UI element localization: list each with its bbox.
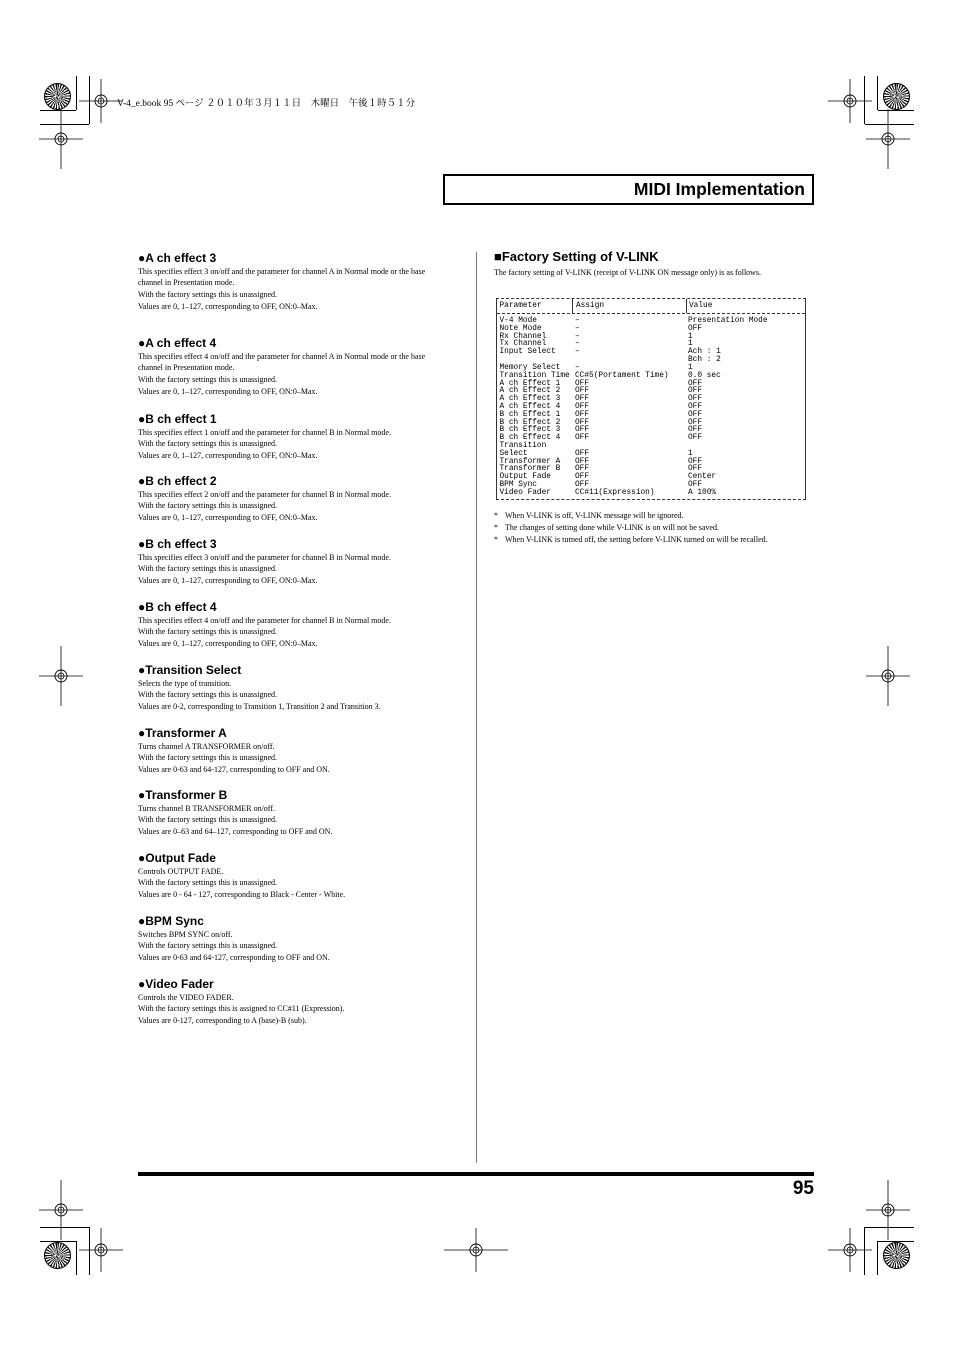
crop-mark bbox=[877, 1241, 878, 1275]
table-row bbox=[497, 474, 805, 482]
value-cell: Ach : 1 bbox=[688, 348, 721, 357]
section-heading: ●BPM Sync bbox=[138, 913, 204, 928]
table-body bbox=[497, 314, 805, 499]
note-marker: * bbox=[494, 523, 498, 532]
parameter-cell: Rx Channel bbox=[499, 332, 547, 341]
parameter-cell: B ch Effect 1 bbox=[499, 410, 561, 419]
body-line: This specifies effect 4 on/off and the parameter for channel A in Normal mode or the base bbox=[138, 351, 426, 361]
column-header-value: Value bbox=[686, 299, 805, 313]
parameter-cell: Transition bbox=[499, 442, 547, 450]
value-cell: 0.0 sec bbox=[688, 371, 721, 380]
assign-cell: – bbox=[575, 363, 580, 372]
body-line: Values are 0, 1–127, corresponding to OFF, ON:0–Max. bbox=[138, 513, 318, 523]
body-line: Values are 0, 1–127, corresponding to OFF, ON:0–Max. bbox=[138, 451, 318, 461]
footer-rule bbox=[138, 1172, 814, 1176]
assign-cell: OFF bbox=[575, 387, 590, 396]
registration-crosshair-mark bbox=[866, 109, 910, 169]
body-line: channel in Presentation mode. bbox=[138, 278, 235, 288]
assign-cell bbox=[572, 357, 686, 365]
value-cell: OFF bbox=[688, 379, 703, 388]
value-cell: Center bbox=[688, 473, 717, 482]
assign-cell: OFF bbox=[575, 402, 590, 411]
chapter-title: MIDI Implementation bbox=[633, 179, 805, 199]
note-text: The changes of setting done while V-LINK is on will not be saved. bbox=[505, 523, 719, 532]
parameter-cell: A ch Effect 3 bbox=[499, 395, 561, 404]
value-cell: 1 bbox=[688, 363, 693, 372]
page-number: 95 bbox=[792, 1178, 814, 1199]
assign-cell: OFF bbox=[575, 481, 590, 490]
value-cell: OFF bbox=[688, 395, 703, 404]
section-heading: ●A ch effect 3 bbox=[138, 250, 217, 265]
parameter-cell: Output Fade bbox=[499, 473, 551, 482]
parameter-cell: Transition Time bbox=[499, 371, 570, 380]
body-line: Values are 0, 1–127, corresponding to OFF, ON:0–Max. bbox=[138, 576, 318, 586]
assign-cell: OFF bbox=[575, 465, 590, 474]
body-line: Turns channel B TRANSFORMER on/off. bbox=[138, 803, 275, 813]
body-line: Controls OUTPUT FADE. bbox=[138, 866, 224, 876]
body-line: Values are 0-2, corresponding to Transition 1, Transition 2 and Transition 3. bbox=[138, 702, 381, 712]
body-line: This specifies effect 3 on/off and the parameter for channel B in Normal mode. bbox=[138, 552, 391, 562]
body-line: Turns channel A TRANSFORMER on/off. bbox=[138, 741, 275, 751]
parameter-cell: Transformer B bbox=[499, 465, 561, 474]
crop-mark bbox=[878, 1241, 914, 1242]
registration-crosshair-mark bbox=[39, 646, 83, 706]
parameter-cell: A ch Effect 4 bbox=[499, 402, 561, 411]
registration-crosshair-mark bbox=[444, 1228, 508, 1272]
section-a-ch-effect-4 bbox=[138, 336, 468, 398]
print-file-info: V-4_e.book 95 ページ ２０１０年３月１１日 木曜日 午後１時５１分 bbox=[117, 99, 416, 109]
section-transformer-b bbox=[138, 788, 468, 838]
section-heading: ●A ch effect 4 bbox=[138, 335, 217, 350]
section-bpm-sync bbox=[138, 914, 468, 964]
body-line: Values are 0-63 and 64-127, corresponding to OFF and ON. bbox=[138, 953, 330, 963]
parameter-cell: Transformer A bbox=[499, 457, 561, 466]
v-link-settings-table bbox=[496, 298, 806, 500]
registration-sunburst-mark bbox=[44, 83, 71, 110]
section-heading: ●B ch effect 3 bbox=[138, 536, 217, 551]
section-video-fader bbox=[138, 977, 468, 1027]
table-row bbox=[497, 349, 805, 357]
note-item bbox=[494, 522, 768, 534]
value-cell: OFF bbox=[688, 465, 703, 474]
body-line: With the factory settings this is unassigned. bbox=[138, 815, 277, 825]
parameter-cell: Video Fader bbox=[499, 488, 551, 497]
section-heading: ●Transformer A bbox=[138, 725, 227, 740]
body-line: With the factory settings this is unassigned. bbox=[138, 941, 277, 951]
registration-crosshair-mark bbox=[39, 109, 83, 169]
value-cell: OFF bbox=[688, 426, 703, 435]
body-line: Values are 0–63 and 64–127, corresponding to OFF and ON. bbox=[138, 827, 333, 837]
body-line: Values are 0, 1–127, corresponding to OFF, ON:0–Max. bbox=[138, 639, 318, 649]
registration-crosshair-mark bbox=[828, 1228, 872, 1272]
body-line: With the factory settings this is unassigned. bbox=[138, 878, 277, 888]
parameter-cell: B ch Effect 2 bbox=[499, 418, 561, 427]
registration-sunburst-mark bbox=[44, 1242, 71, 1269]
value-cell: 1 bbox=[688, 340, 693, 349]
body-line: With the factory settings this is unassigned. bbox=[138, 564, 277, 574]
assign-cell: CC#5(Portament Time) bbox=[575, 371, 669, 380]
value-cell: Presentation Mode bbox=[688, 317, 768, 325]
parameter-cell: Note Mode bbox=[499, 324, 542, 333]
assign-cell: OFF bbox=[575, 457, 590, 466]
table-row bbox=[497, 490, 805, 498]
assign-cell: OFF bbox=[575, 395, 590, 404]
section-heading: ●Video Fader bbox=[138, 976, 214, 991]
body-line: Selects the type of transition. bbox=[138, 678, 232, 688]
section-heading-v-link: ■Factory Setting of V-LINK bbox=[494, 249, 659, 264]
body-line: Values are 0 - 64 - 127, corresponding to Black - Center - White. bbox=[138, 890, 346, 900]
section-transition-select bbox=[138, 663, 468, 713]
body-line: Values are 0, 1–127, corresponding to OFF, ON:0–Max. bbox=[138, 301, 318, 311]
column-header-parameter: Parameter bbox=[499, 302, 542, 310]
section-b-ch-effect-1 bbox=[138, 412, 468, 462]
body-line: This specifies effect 4 on/off and the parameter for channel B in Normal mode. bbox=[138, 615, 391, 625]
assign-cell: – bbox=[575, 340, 580, 349]
value-cell: OFF bbox=[688, 418, 703, 427]
section-transformer-a bbox=[138, 726, 468, 776]
assign-cell: OFF bbox=[575, 449, 590, 458]
value-cell: OFF bbox=[688, 402, 703, 411]
section-heading: ●Transformer B bbox=[138, 787, 228, 802]
column-header-assign: Assign bbox=[572, 299, 686, 313]
body-line: Values are 0, 1–127, corresponding to OFF, ON:0–Max. bbox=[138, 386, 318, 396]
section-a-ch-effect-3 bbox=[138, 251, 468, 313]
assign-cell: OFF bbox=[575, 473, 590, 482]
body-line: Values are 0-127, corresponding to A (base)-B (sub). bbox=[138, 1016, 307, 1026]
body-line: With the factory settings this is unassigned. bbox=[138, 501, 277, 511]
value-cell: 1 bbox=[688, 332, 693, 341]
value-cell: Bch : 2 bbox=[688, 356, 721, 365]
table-row bbox=[497, 443, 805, 451]
body-line: Values are 0-63 and 64-127, corresponding to OFF and ON. bbox=[138, 765, 330, 775]
value-cell: OFF bbox=[688, 410, 703, 419]
parameter-cell: B ch Effect 3 bbox=[499, 426, 561, 435]
note-text: When V-LINK is off, V-LINK message will be ignored. bbox=[505, 511, 684, 520]
crop-mark bbox=[40, 1241, 76, 1242]
assign-cell: CC#11(Expression) bbox=[575, 488, 655, 497]
registration-crosshair-mark bbox=[866, 646, 910, 706]
parameter-cell: B ch Effect 4 bbox=[499, 434, 561, 443]
assign-cell bbox=[572, 443, 686, 451]
section-output-fade bbox=[138, 851, 468, 901]
assign-cell: – bbox=[575, 332, 580, 341]
table-row bbox=[497, 318, 805, 326]
section-heading: ●B ch effect 4 bbox=[138, 599, 217, 614]
assign-cell: – bbox=[575, 317, 580, 325]
parameter-cell: A ch Effect 1 bbox=[499, 379, 561, 388]
value-cell: OFF bbox=[688, 481, 703, 490]
value-cell: 1 bbox=[688, 449, 693, 458]
intro-text: The factory setting of V-LINK (receipt of V-LINK ON message only) is as follows. bbox=[494, 268, 762, 277]
crop-mark bbox=[877, 76, 878, 110]
body-line: Switches BPM SYNC on/off. bbox=[138, 929, 233, 939]
body-line: This specifies effect 2 on/off and the parameter for channel B in Normal mode. bbox=[138, 489, 391, 499]
body-line: This specifies effect 1 on/off and the parameter for channel B in Normal mode. bbox=[138, 427, 391, 437]
parameter-cell: A ch Effect 2 bbox=[499, 387, 561, 396]
body-line: With the factory settings this is unassigned. bbox=[138, 439, 277, 449]
table-header-row bbox=[497, 299, 805, 314]
section-heading: ●Output Fade bbox=[138, 850, 216, 865]
assign-cell: OFF bbox=[575, 426, 590, 435]
body-line: With the factory settings this is unassigned. bbox=[138, 627, 277, 637]
note-item bbox=[494, 510, 768, 522]
parameter-cell: BPM Sync bbox=[499, 481, 537, 490]
registration-crosshair-mark bbox=[79, 1228, 123, 1272]
body-line: With the factory settings this is unassigned. bbox=[138, 290, 277, 300]
column-divider bbox=[476, 252, 477, 1163]
body-line: With the factory settings this is unassigned. bbox=[138, 753, 277, 763]
value-cell bbox=[686, 443, 805, 451]
registration-sunburst-mark bbox=[883, 1242, 910, 1269]
assign-cell: OFF bbox=[575, 434, 590, 443]
note-marker: * bbox=[494, 535, 498, 544]
note-item bbox=[494, 534, 768, 546]
body-line: With the factory settings this is unassigned. bbox=[138, 375, 277, 385]
note-text: When V-LINK is turned off, the setting before V-LINK turned on will be recalled. bbox=[505, 535, 768, 544]
value-cell: OFF bbox=[688, 324, 703, 333]
section-b-ch-effect-2 bbox=[138, 474, 468, 524]
section-heading: ●B ch effect 1 bbox=[138, 411, 217, 426]
parameter-cell: Memory Select bbox=[499, 363, 561, 372]
body-line: Controls the VIDEO FADER. bbox=[138, 992, 234, 1002]
section-heading: ●Transition Select bbox=[138, 662, 242, 677]
crop-mark bbox=[76, 76, 77, 110]
section-heading: ●B ch effect 2 bbox=[138, 473, 217, 488]
assign-cell: – bbox=[575, 324, 580, 333]
parameter-cell: Select bbox=[499, 449, 528, 458]
body-line: This specifies effect 3 on/off and the parameter for channel A in Normal mode or the base bbox=[138, 266, 426, 276]
parameter-cell: Tx Channel bbox=[499, 340, 547, 349]
note-marker: * bbox=[494, 511, 498, 520]
value-cell: A 100% bbox=[688, 488, 717, 497]
registration-sunburst-mark bbox=[883, 83, 910, 110]
registration-crosshair-mark bbox=[39, 1180, 83, 1240]
value-cell: OFF bbox=[688, 457, 703, 466]
table-notes bbox=[494, 510, 768, 546]
value-cell: OFF bbox=[688, 434, 703, 443]
value-cell: OFF bbox=[688, 387, 703, 396]
assign-cell: OFF bbox=[575, 418, 590, 427]
assign-cell: OFF bbox=[575, 379, 590, 388]
section-b-ch-effect-4 bbox=[138, 600, 468, 650]
body-line: With the factory settings this is assigned to CC#11 (Expression). bbox=[138, 1004, 345, 1014]
section-b-ch-effect-3 bbox=[138, 537, 468, 587]
crop-mark bbox=[76, 1241, 77, 1275]
chapter-title-box bbox=[443, 174, 814, 205]
body-line: With the factory settings this is unassigned. bbox=[138, 690, 277, 700]
assign-cell: OFF bbox=[575, 410, 590, 419]
body-line: channel in Presentation mode. bbox=[138, 363, 235, 373]
assign-cell: – bbox=[575, 348, 580, 357]
parameter-cell: V-4 Mode bbox=[499, 317, 537, 325]
parameter-cell: Input Select bbox=[499, 348, 556, 357]
registration-crosshair-mark bbox=[866, 1180, 910, 1240]
